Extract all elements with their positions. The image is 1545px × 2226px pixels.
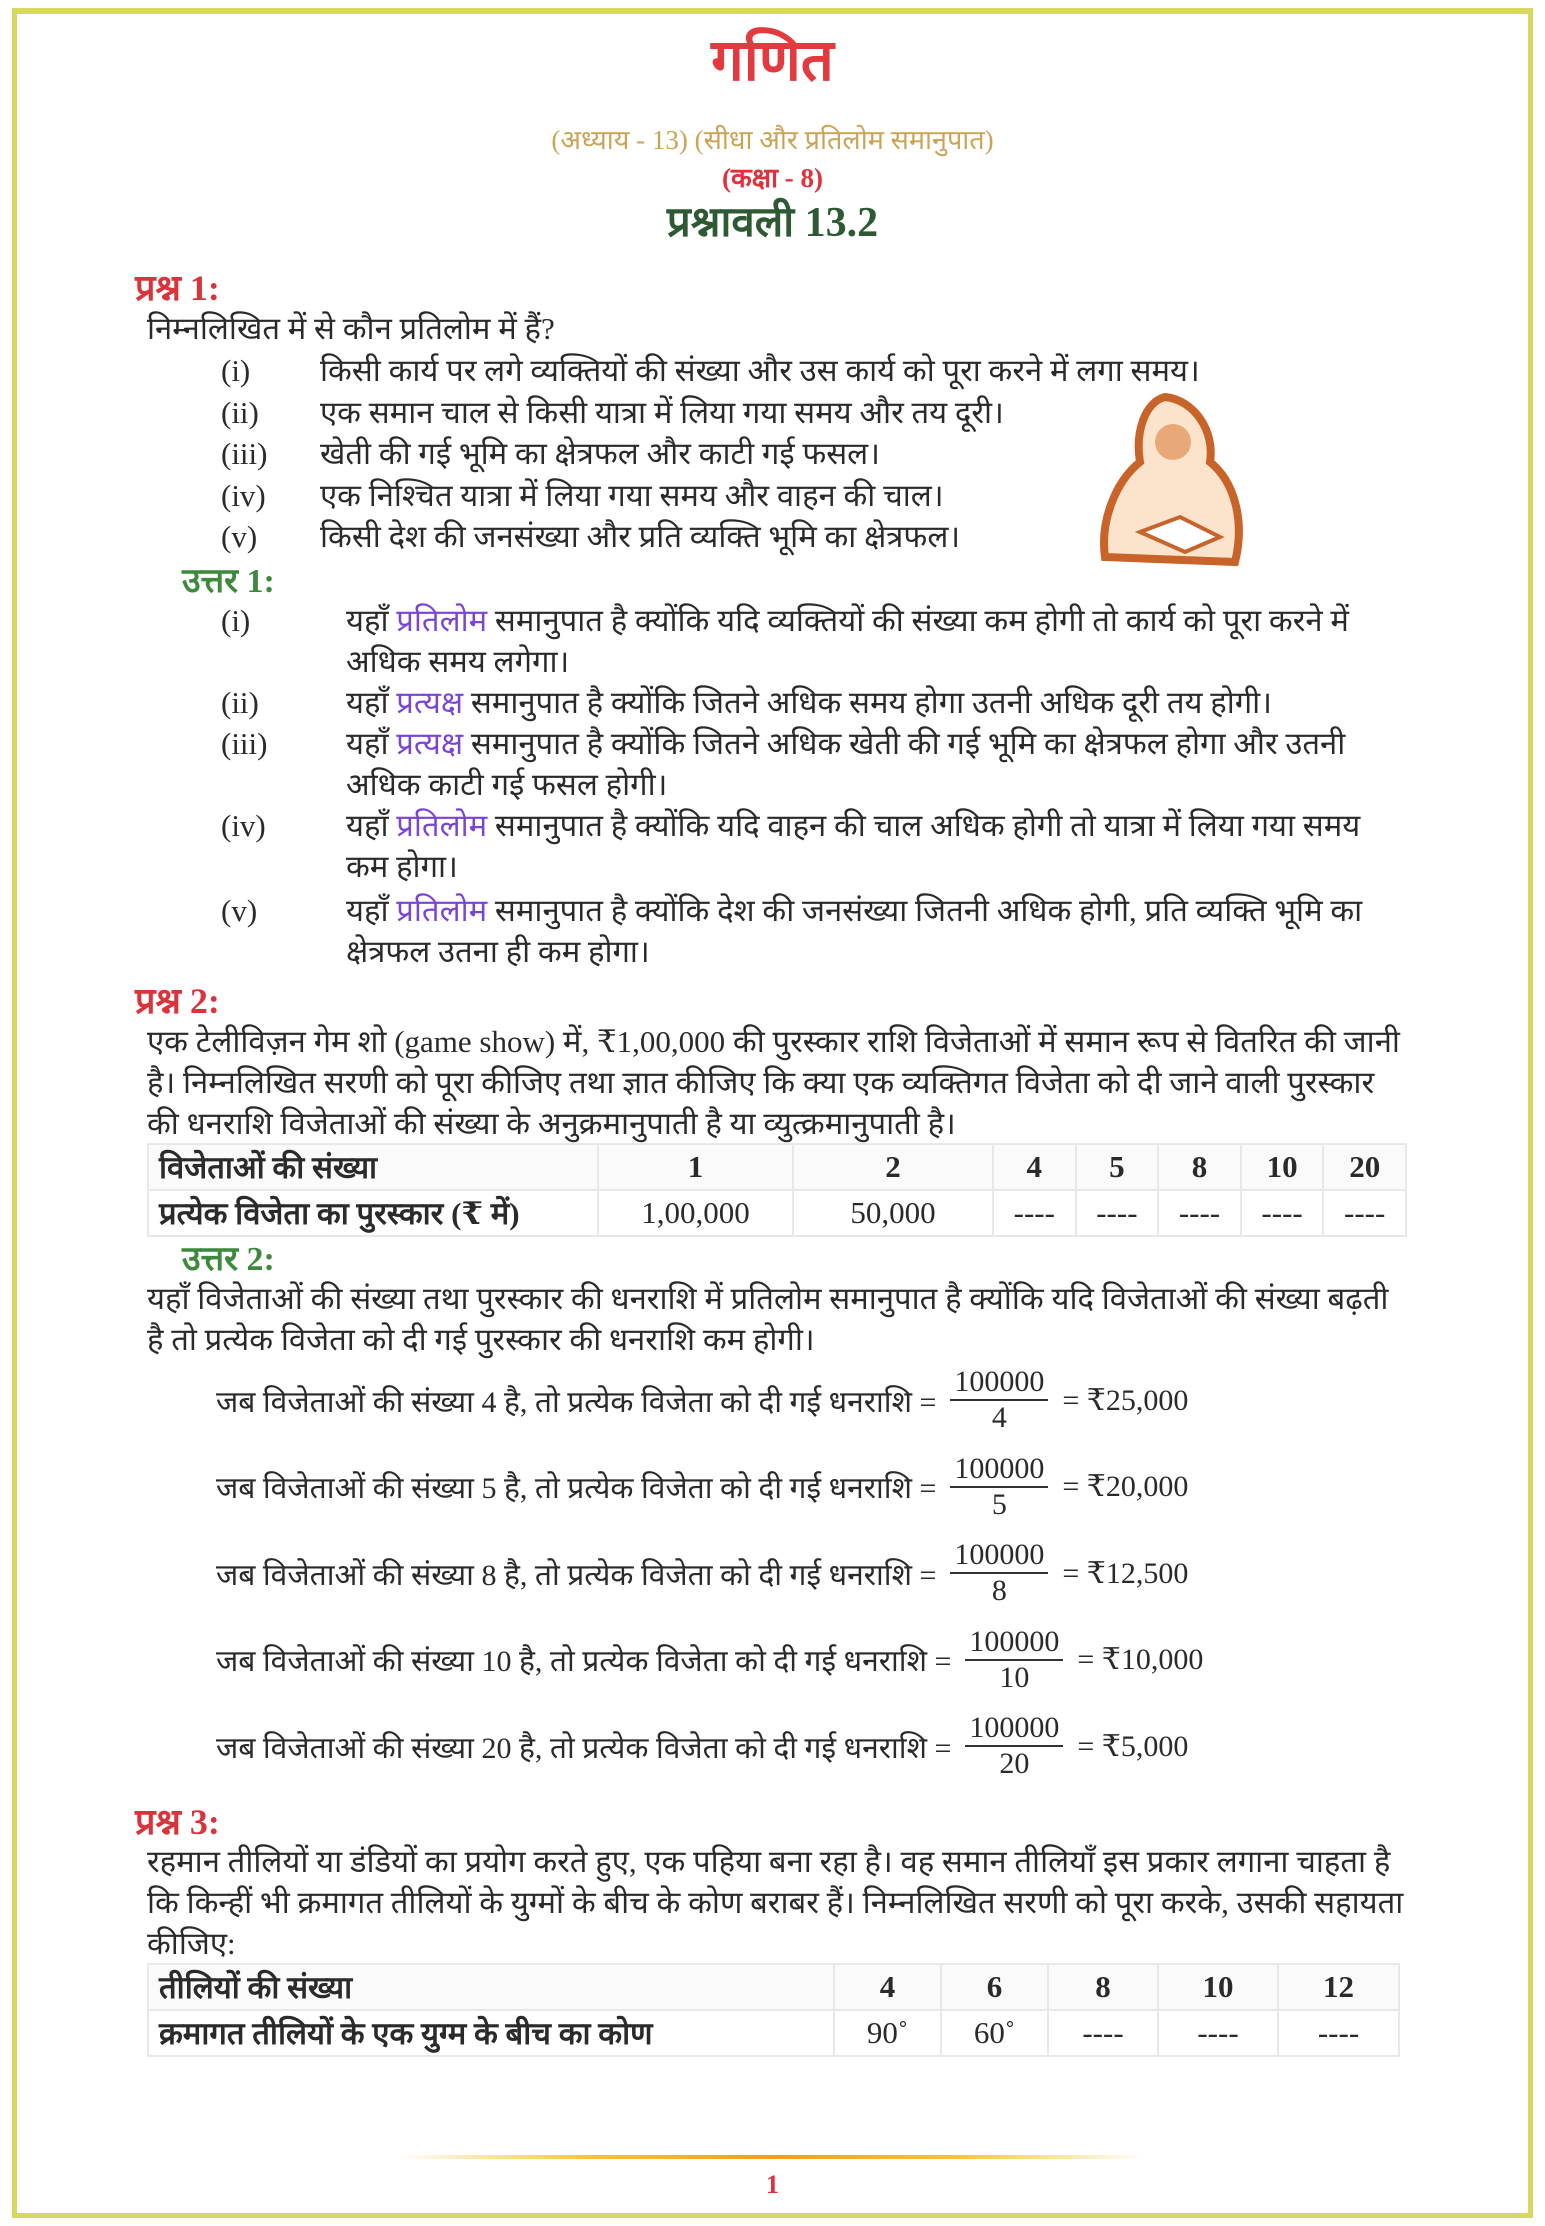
equation-text: जब विजेताओं की संख्या 10 है, तो प्रत्येक विजेता को दी गई धनराशि =: [216, 1645, 952, 1678]
equation-result: = ₹12,500: [1062, 1556, 1189, 1590]
equation-result: = ₹10,000: [1077, 1643, 1204, 1676]
answer-reason: समानुपात है क्योंकि देश की जनसंख्या जितनी अधिक होगी, प्रति व्यक्ति भूमि का क्षेत्रफल उतना ही कम होगा।: [346, 893, 1363, 969]
item-number: (i): [221, 603, 251, 638]
proportion-type: प्रत्यक्ष: [396, 685, 464, 720]
numerator: 100000: [950, 1365, 1048, 1401]
question-2-text: एक टेलीविज़न गेम शो (game show) में, ₹1,00,000 की पुरस्कार राशि विजेताओं में समान रूप से वितरित की जानी है। निम्नलिखित सरणी को पूरा कीजिए तथा ज्ञात कीजिए कि क्या एक व्यक्तिगत विजेता को दी जाने वाली पुरस्कार की धनराशि विजेताओं की संख्या के अनुक्रमानुपाती है या व्युत्क्रमानुपाती है।: [147, 1024, 1400, 1141]
table-row: [148, 1144, 1406, 1190]
table-cell: 6: [941, 1964, 1048, 2010]
table-cell: ----: [1323, 1190, 1406, 1236]
answer-item: [346, 890, 1406, 972]
table-cell: ----: [1158, 2010, 1278, 2056]
equation: [216, 1355, 1188, 1445]
table-cell: ----: [1278, 2010, 1399, 2056]
answer-item: [346, 723, 1406, 805]
item-number: (v): [221, 519, 258, 554]
answer-prefix: यहाँ: [346, 893, 397, 928]
item-number: (ii): [221, 685, 259, 720]
table-cell: तीलियों की संख्या: [148, 1964, 834, 2010]
answer-prefix: यहाँ: [346, 726, 397, 761]
exercise-title: प्रश्नावली 13.2: [666, 200, 879, 246]
table-cell: ----: [1158, 1190, 1241, 1236]
denominator: 20: [999, 1747, 1030, 1780]
table-cell: 8: [1048, 1964, 1158, 2010]
item-number: (iv): [221, 808, 266, 843]
proportion-type: प्रतिलोम: [396, 893, 488, 928]
numerator: 100000: [965, 1625, 1063, 1661]
table-cell: 8: [1158, 1144, 1241, 1190]
fraction: [950, 1365, 1048, 1435]
table-cell: ----: [1048, 2010, 1158, 2056]
answer-prefix: यहाँ: [346, 603, 397, 638]
answer-2-label: उत्तर 2:: [182, 1241, 275, 1278]
subject-title: गणित: [711, 28, 834, 93]
fraction: [965, 1711, 1063, 1781]
answer-item: [346, 600, 1406, 682]
table-row: [148, 1190, 1406, 1236]
numerator: 100000: [950, 1538, 1048, 1574]
answer-reason: समानुपात है क्योंकि जितने अधिक खेती की गई भूमि का क्षेत्रफल होगा और उतनी अधिक काटी गई फसल होगी।: [346, 726, 1346, 802]
proportion-type: प्रत्यक्ष: [396, 726, 464, 761]
table-cell: क्रमागत तीलियों के एक युग्म के बीच का कोण: [148, 2010, 834, 2056]
page-number: 1: [766, 2170, 779, 2199]
equation-result: = ₹5,000: [1077, 1729, 1189, 1763]
table-cell: ----: [1076, 1190, 1159, 1236]
chapter-subtitle: (अध्याय - 13) (सीधा और प्रतिलोम समानुपात): [551, 125, 994, 155]
table-cell: 2: [793, 1144, 993, 1190]
answer-reason: समानुपात है क्योंकि जितने अधिक समय होगा उतनी अधिक दूरी तय होगी।: [463, 685, 1272, 720]
equation-text: जब विजेताओं की संख्या 5 है, तो प्रत्येक विजेता को दी गई धनराशि =: [216, 1472, 937, 1505]
fraction: [950, 1538, 1048, 1608]
table-cell: 5: [1076, 1144, 1159, 1190]
table-row: [148, 1964, 1399, 2010]
item-number: (ii): [221, 394, 259, 430]
table-cell: प्रत्येक विजेता का पुरस्कार (₹ में): [148, 1190, 598, 1236]
question-3-label: प्रश्न 3:: [135, 1802, 220, 1842]
answer-prefix: यहाँ: [346, 808, 397, 843]
winners-prize-table: [147, 1143, 1407, 1237]
sage-illustration: [1085, 392, 1260, 582]
table-cell: 50,000: [793, 1190, 993, 1236]
list-item: किसी कार्य पर लगे व्यक्तियों की संख्या और उस कार्य को पूरा करने में लगा समय।: [320, 353, 1200, 388]
list-item: किसी देश की जनसंख्या और प्रति व्यक्ति भूमि का क्षेत्रफल।: [320, 519, 961, 554]
answer-2-text: यहाँ विजेताओं की संख्या तथा पुरस्कार की धनराशि में प्रतिलोम समानुपात है क्योंकि यदि विजेताओं की संख्या बढ़ती है तो प्रत्येक विजेता को दी गई पुरस्कार की धनराशि कम होगी।: [147, 1281, 1389, 1357]
equation: [216, 1442, 1188, 1532]
list-item: एक निश्चित यात्रा में लिया गया समय और वाहन की चाल।: [320, 477, 944, 513]
table-cell: 4: [834, 1964, 941, 2010]
table-cell: 10: [1241, 1144, 1324, 1190]
table-cell: ----: [993, 1190, 1076, 1236]
equation: [216, 1615, 1203, 1705]
answer-item: [346, 682, 1406, 723]
answer-1-label: उत्तर 1:: [182, 563, 275, 600]
answer-prefix: यहाँ: [346, 685, 397, 720]
table-cell: 10: [1158, 1964, 1278, 2010]
table-row: [148, 2010, 1399, 2056]
question-3-text: रहमान तीलियों या डंडियों का प्रयोग करते हुए, एक पहिया बना रहा है। वह समान तीलियाँ इस प्रकार लगाना चाहता है कि किन्हीं भी क्रमागत तीलियों के युग्मों के बीच के कोण बराबर हैं। निम्नलिखित सरणी को पूरा करके, उसकी सहायता कीजिए:: [147, 1844, 1404, 1961]
answer-reason: समानुपात है क्योंकि यदि वाहन की चाल अधिक होगी तो यात्रा में लिया गया समय कम होगा।: [346, 808, 1361, 884]
equation-result: = ₹25,000: [1062, 1383, 1189, 1417]
spokes-angle-table: [147, 1963, 1400, 2057]
numerator: 100000: [950, 1452, 1048, 1488]
table-cell: 12: [1278, 1964, 1399, 2010]
table-cell: 20: [1323, 1144, 1406, 1190]
table-cell: 4: [993, 1144, 1076, 1190]
question-1-label: प्रश्न 1:: [135, 268, 220, 308]
fraction: [950, 1452, 1048, 1522]
numerator: 100000: [965, 1711, 1063, 1747]
item-number: (iii): [221, 726, 268, 761]
equation: [216, 1701, 1188, 1791]
table-cell: 90˚: [834, 2010, 941, 2056]
class-label: (कक्षा - 8): [721, 163, 824, 193]
equation-text: जब विजेताओं की संख्या 8 है, तो प्रत्येक विजेता को दी गई धनराशि =: [216, 1558, 937, 1592]
denominator: 10: [999, 1660, 1030, 1694]
table-cell: 60˚: [941, 2010, 1048, 2056]
answer-reason: समानुपात है क्योंकि यदि व्यक्तियों की संख्या कम होगी तो कार्य को पूरा करने में अधिक समय लगेगा।: [346, 603, 1349, 679]
denominator: 8: [991, 1574, 1007, 1607]
equation-text: जब विजेताओं की संख्या 4 है, तो प्रत्येक विजेता को दी गई धनराशि =: [216, 1385, 937, 1419]
table-cell: 1,00,000: [598, 1190, 793, 1236]
table-cell: 1: [598, 1144, 793, 1190]
item-number: (iii): [221, 436, 268, 471]
equation-result: = ₹20,000: [1062, 1470, 1189, 1503]
question-2-label: प्रश्न 2:: [135, 981, 220, 1021]
table-cell: ----: [1241, 1190, 1324, 1236]
proportion-type: प्रतिलोम: [396, 808, 488, 843]
footer-divider: [400, 2155, 1145, 2159]
item-number: (i): [221, 353, 251, 388]
question-1-text: निम्नलिखित में से कौन प्रतिलोम में हैं?: [147, 311, 555, 346]
denominator: 5: [991, 1487, 1007, 1521]
fraction: [965, 1625, 1063, 1695]
equation-text: जब विजेताओं की संख्या 20 है, तो प्रत्येक विजेता को दी गई धनराशि =: [216, 1731, 952, 1765]
list-item: खेती की गई भूमि का क्षेत्रफल और काटी गई फसल।: [320, 436, 880, 471]
proportion-type: प्रतिलोम: [396, 603, 488, 638]
table-cell: विजेताओं की संख्या: [148, 1144, 598, 1190]
denominator: 4: [991, 1401, 1007, 1434]
item-number: (iv): [221, 477, 266, 513]
list-item: एक समान चाल से किसी यात्रा में लिया गया समय और तय दूरी।: [320, 394, 1004, 430]
item-number: (v): [221, 893, 258, 928]
answer-item: [346, 805, 1406, 887]
equation: [216, 1528, 1188, 1618]
